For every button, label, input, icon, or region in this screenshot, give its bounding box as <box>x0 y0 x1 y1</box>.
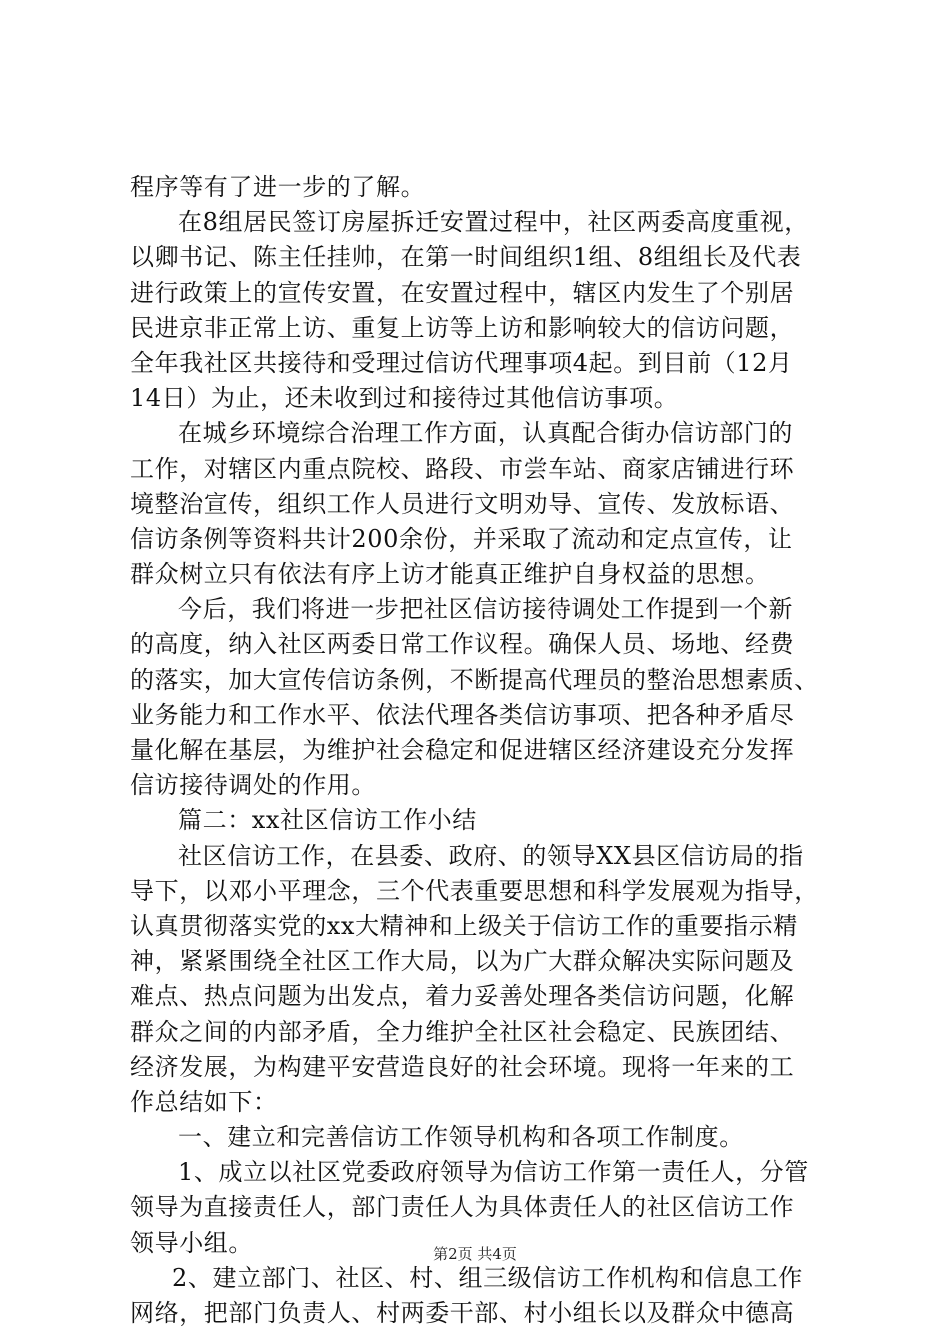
text-line: 1、成立以社区党委政府领导为信访工作第一责任人，分管 <box>178 1158 809 1187</box>
text-line: 民进京非正常上访、重复上访等上访和影响较大的信访问题， <box>130 313 795 342</box>
text-line: 群众之间的内部矛盾，全力维护全社区社会稳定、民族团结、 <box>130 1017 795 1046</box>
text-line: 经济发展，为构建平安营造良好的社会环境。现将一年来的工 <box>130 1052 795 1081</box>
document-body <box>130 170 830 1331</box>
text-line: 难点、热点问题为出发点，着力妥善处理各类信访问题，化解 <box>130 982 795 1011</box>
text-line: 的高度，纳入社区两委日常工作议程。确保人员、场地、经费 <box>130 630 795 659</box>
text-line: 神，紧紧围绕全社区工作大局，以为广大群众解决实际问题及 <box>130 947 795 976</box>
text-line: 作总结如下： <box>130 1087 278 1116</box>
text-line: 群众树立只有依法有序上访才能真正维护自身权益的思想。 <box>130 560 770 589</box>
text-line: 社区信访工作，在县委、政府、的领导XX县区信访局的指 <box>178 841 804 870</box>
text-line: 14日）为止，还未收到过和接待过其他信访事项。 <box>130 384 679 413</box>
text-line: 认真贯彻落实党的xx大精神和上级关于信访工作的重要指示精 <box>130 911 798 940</box>
text-line: 一、建立和完善信访工作领导机构和各项工作制度。 <box>178 1123 744 1152</box>
text-line: 业务能力和工作水平、依法代理各类信访事项、把各种矛盾尽 <box>130 700 795 729</box>
text-line: 网络，把部门负责人、村两委干部、村小组长以及群众中德高 <box>130 1299 795 1327</box>
text-line: 以卿书记、陈主任挂帅，在第一时间组织1组、8组组长及代表 <box>130 243 802 272</box>
text-line: 篇二：xx社区信访工作小结 <box>178 806 477 835</box>
text-line: 今后，我们将进一步把社区信访接待调处工作提到一个新 <box>178 595 793 624</box>
text-line: 导下，以邓小平理念，三个代表重要思想和科学发展观为指导， <box>130 876 819 905</box>
text-line: 境整治宣传，组织工作人员进行文明劝导、宣传、发放标语、 <box>130 489 795 518</box>
text-line: 工作，对辖区内重点院校、路段、市尝车站、商家店铺进行环 <box>130 454 795 483</box>
text-line: 在8组居民签订房屋拆迁安置过程中，社区两委高度重视， <box>178 208 809 237</box>
text-line: 的落实，加大宣传信访条例，不断提高代理员的整治思想素质、 <box>130 665 819 694</box>
text-line: 量化解在基层，为维护社会稳定和促进辖区经济建设充分发挥 <box>130 736 795 764</box>
text-line: 信访条例等资料共计200余份，并采取了流动和定点宣传，让 <box>130 524 793 553</box>
text-line: 信访接待调处的作用。 <box>130 771 376 800</box>
text-line: 全年我社区共接待和受理过信访代理事项4起。到目前（12月 <box>130 348 793 377</box>
page-footer: 第2页 共4页 <box>433 1245 517 1263</box>
text-line: 领导为直接责任人，部门责任人为具体责任人的社区信访工作 <box>130 1193 795 1222</box>
text-line: 在城乡环境综合治理工作方面，认真配合街办信访部门的 <box>178 419 793 448</box>
text-line: 2、建立部门、社区、村、组三级信访工作机构和信息工作 <box>172 1263 803 1292</box>
text-line: 程序等有了进一步的了解。 <box>130 173 426 201</box>
text-line: 进行政策上的宣传安置，在安置过程中，辖区内发生了个别居 <box>130 278 795 307</box>
text-line: 领导小组。 <box>130 1228 253 1257</box>
